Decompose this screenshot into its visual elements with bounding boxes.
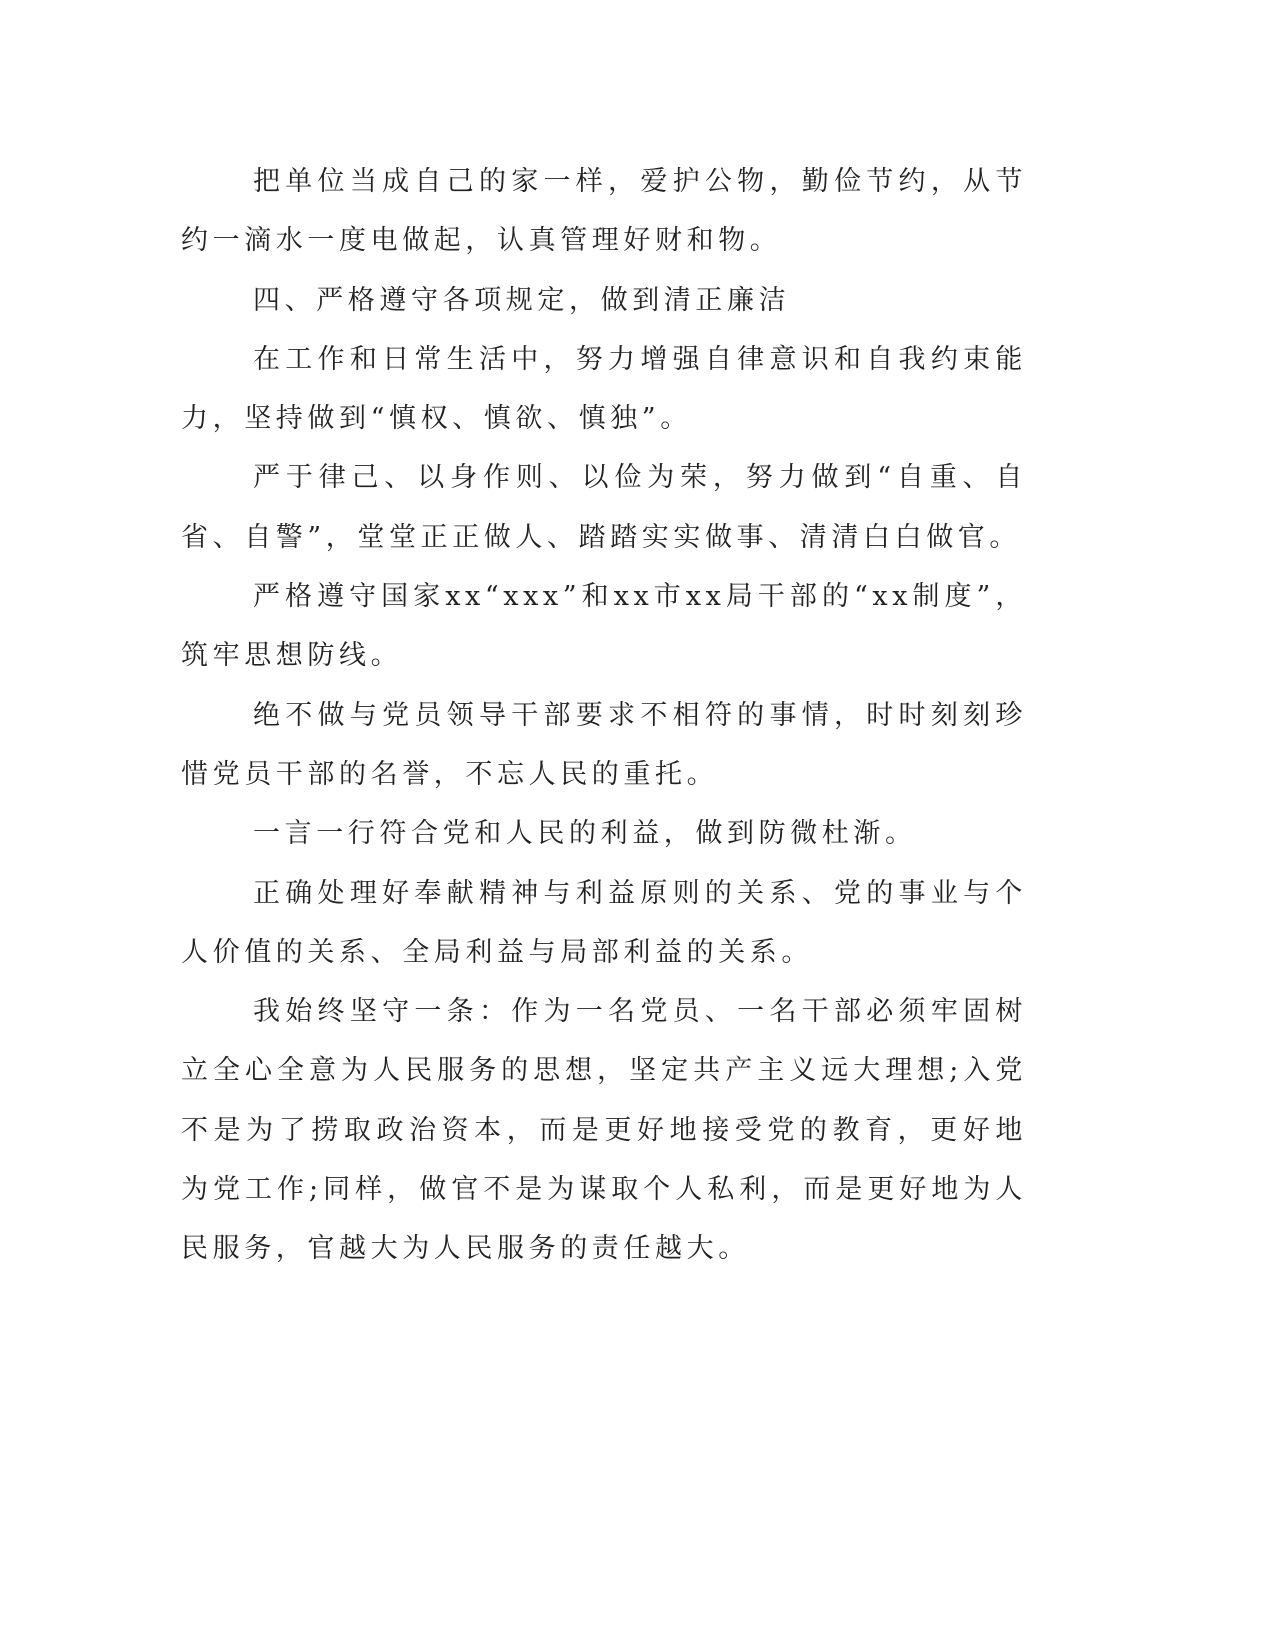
paragraph-4: 严格遵守国家xx“xxx”和xx市xx局干部的“xx制度”，筑牢思想防线。 — [181, 581, 1027, 672]
document-body — [181, 152, 1027, 1279]
paragraph-5: 绝不做与党员领导干部要求不相符的事情，时时刻刻珍惜党员干部的名誉，不忘人民的重托。 — [181, 699, 1027, 790]
paragraph-7: 正确处理好奉献精神与利益原则的关系、党的事业与个人价值的关系、全局利益与局部利益的关系。 — [181, 877, 1027, 968]
paragraph-8: 我始终坚守一条：作为一名党员、一名干部必须牢固树立全心全意为人民服务的思想，坚定共产主义远大理想;入党不是为了捞取政治资本，而是更好地接受党的教育，更好地为党工作;同样，做官不是为谋取个人私利，而是更好地为人民服务，官越大为人民服务的责任越大。 — [181, 996, 1027, 1265]
paragraph-2: 在工作和日常生活中，努力增强自律意识和自我约束能力，坚持做到“慎权、慎欲、慎独”。 — [181, 343, 1027, 435]
paragraph-1: 把单位当成自己的家一样，爱护公物，勤俭节约，从节约一滴水一度电做起，认真管理好财和物。 — [181, 166, 1027, 257]
paragraph-3: 严于律己、以身作则、以俭为荣，努力做到“自重、自省、自警”，堂堂正正做人、踏踏实实做事、清清白白做官。 — [181, 462, 1027, 553]
paragraph-6: 一言一行符合党和人民的利益，做到防微杜渐。 — [253, 818, 917, 850]
section-heading-4: 四、严格遵守各项规定，做到清正廉洁 — [253, 284, 791, 316]
